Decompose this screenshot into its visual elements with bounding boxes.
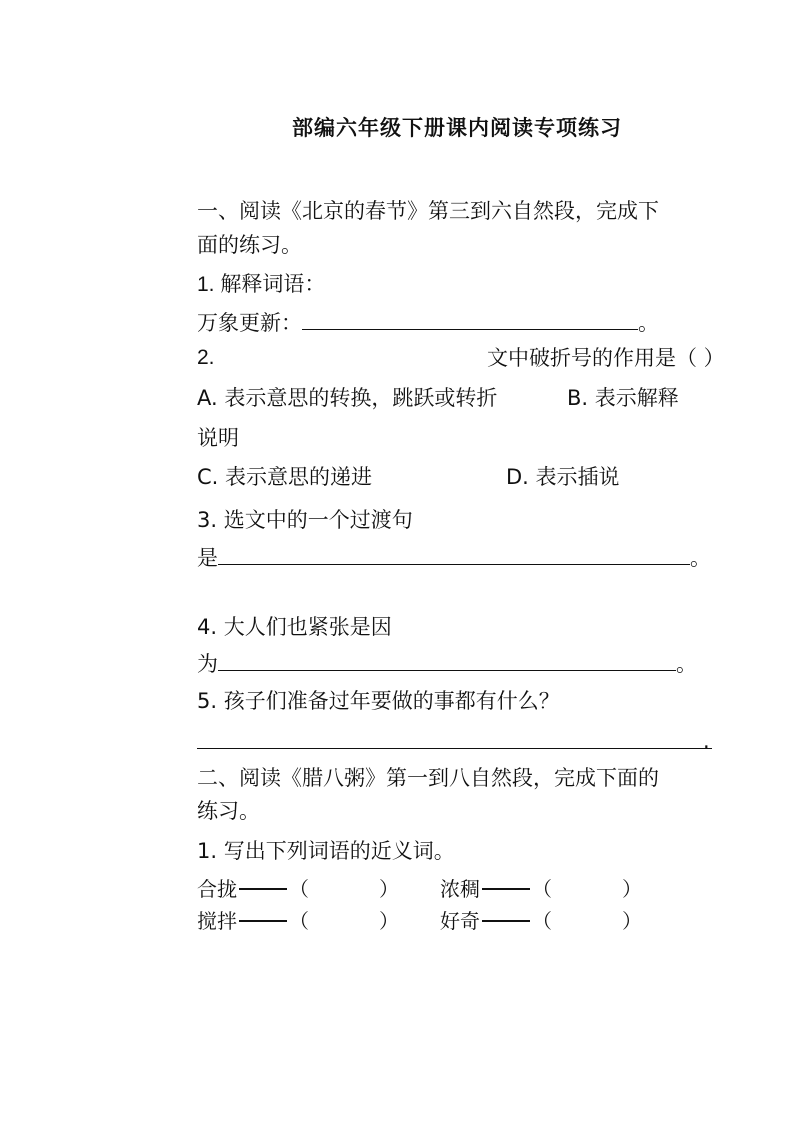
section2-heading-line2: 练习。	[197, 799, 260, 823]
section1-heading-line1: 一、阅读《北京的春节》第三到六自然段，完成下	[197, 199, 659, 223]
open-paren: （	[289, 909, 309, 933]
s1-q3-line2	[197, 542, 711, 571]
s1-q4-line1: 4. 大人们也紧张是因	[197, 615, 392, 639]
section2-heading-line1: 二、阅读《腊八粥》第一到八自然段，完成下面的	[197, 766, 659, 790]
s1-q3-answer-blank[interactable]	[218, 542, 690, 565]
s1-q1-answer-blank[interactable]	[302, 307, 638, 330]
dash	[239, 888, 287, 890]
open-paren: （	[289, 877, 309, 901]
s1-q3-end: 。	[690, 546, 711, 570]
open-paren: （	[532, 909, 552, 933]
s1-q4-prefix: 为	[197, 652, 218, 676]
s2-word-item-1	[197, 876, 399, 902]
open-paren: （	[532, 877, 552, 901]
s1-q2-text: 文中破折号的作用是（ ）	[487, 346, 725, 370]
close-paren: ）	[622, 877, 642, 901]
s2-word: 好奇	[440, 909, 480, 933]
close-paren: ）	[622, 909, 642, 933]
dash	[482, 888, 530, 890]
s1-q1-end: 。	[638, 311, 659, 335]
s1-q4-end: 。	[676, 652, 697, 676]
dash	[482, 920, 530, 922]
s2-q1-label: 1. 写出下列词语的近义词。	[197, 839, 455, 863]
s2-word-item-2	[440, 876, 642, 902]
s1-q5-text: 5. 孩子们准备过年要做的事都有什么？	[197, 689, 560, 713]
section1-heading-line2: 面的练习。	[197, 233, 302, 257]
s1-q3-prefix: 是	[197, 546, 218, 570]
s1-q5-end: .	[703, 729, 710, 753]
s1-q2-option-d[interactable]: D. 表示插说	[506, 465, 620, 489]
s1-q1-label: 1. 解释词语：	[197, 273, 326, 296]
s1-q2-option-a[interactable]: A. 表示意思的转换，跳跃或转折	[197, 386, 498, 410]
s2-word: 搅拌	[197, 909, 237, 933]
s1-q2-option-b[interactable]: B. 表示解释	[567, 386, 679, 410]
s1-q4-answer-blank[interactable]	[218, 648, 676, 671]
s2-word: 合拢	[197, 877, 237, 901]
s2-word: 浓稠	[440, 877, 480, 901]
dash	[239, 920, 287, 922]
s1-q4-line2	[197, 648, 697, 677]
s1-q2-number: 2.	[197, 346, 215, 369]
page-title: 部编六年级下册课内阅读专项练习	[292, 116, 622, 140]
s1-q2-option-c[interactable]: C. 表示意思的递进	[197, 465, 373, 489]
s2-word-item-3	[197, 908, 399, 934]
s1-q5-answer-blank[interactable]	[197, 748, 712, 749]
s1-q3-line1: 3. 选文中的一个过渡句	[197, 508, 413, 532]
s1-q1-term-line	[197, 307, 659, 336]
s1-q2-option-b-cont: 说明	[197, 426, 239, 450]
close-paren: ）	[379, 877, 399, 901]
s2-word-item-4	[440, 908, 642, 934]
s1-q1-term: 万象更新：	[197, 311, 302, 335]
close-paren: ）	[379, 909, 399, 933]
